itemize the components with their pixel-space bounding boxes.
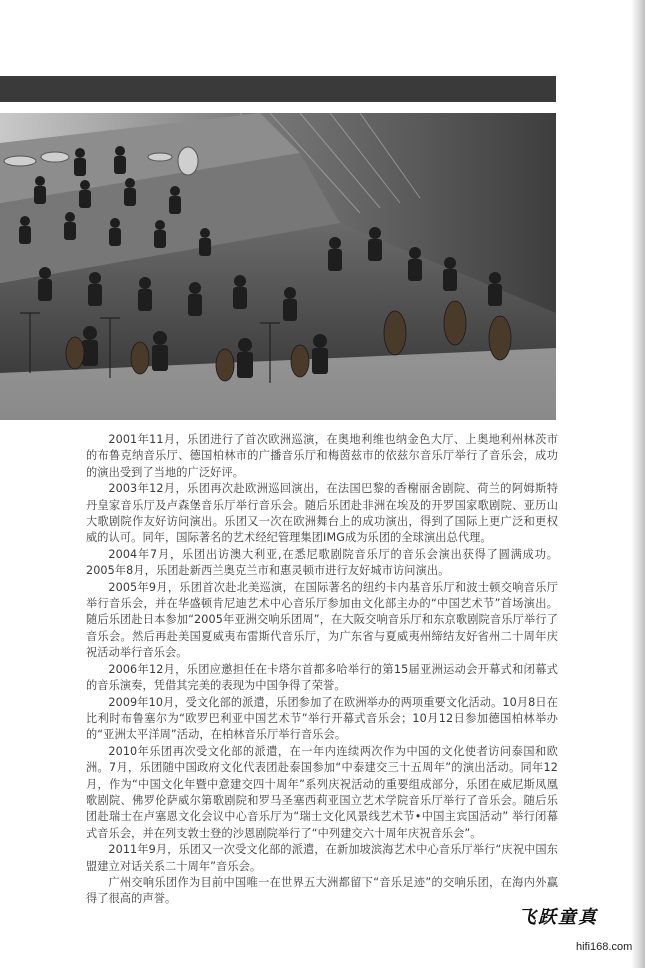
paragraph-2005: 2005年9月，乐团首次赴北美巡演，在国际著名的纽约卡内基音乐厅和波士顿交响音乐厅举行音乐会，并在华盛顿肯尼迪艺术中心音乐厅参加由文化部主办的“中国艺术节”首场演出。随后乐团赴日本参加“2005年亚洲交响乐团周”，在大阪交响音乐厅和东京歌剧院音乐厅举行了音乐会。然后再赴美国夏威夷布雷斯代音乐厅，为广东省与夏威夷州缔结友好省州二十周年庆祝活动举行音乐会。 <box>86 580 558 660</box>
paragraph-2009: 2009年10月，受文化部的派遣，乐团参加了在欧洲举办的两项重要文化活动。10月8日在比利时布鲁塞尔为“欧罗巴利亚中国艺术节”举行开幕式音乐会；10月12日参加德国柏林举办的“亚洲太平洋周”活动，在柏林音乐厅举行音乐会。 <box>86 695 558 742</box>
watermark-logo: 飞跃童真 <box>518 907 598 928</box>
paragraph-2001: 2001年11月，乐团进行了首次欧洲巡演，在奥地利维也纳金色大厅、上奥地利州林茨市的布鲁克纳音乐厅、德国柏林市的广播音乐厅和梅茵兹市的依兹尔音乐厅举行了音乐会，成功的演出受到了当地的广泛好评。 <box>86 433 558 479</box>
paragraph-2004: 2004年7月，乐团出访澳大利亚,在悉尼歌剧院音乐厅的音乐会演出获得了圆满成功。2005年8月，乐团赴新西兰奥克兰市和惠灵顿市进行友好城市访问演出。 <box>86 547 558 578</box>
paragraph-2003: 2003年12月，乐团再次赴欧洲巡回演出，在法国巴黎的香榭丽舍剧院、荷兰的阿姆斯特丹皇家音乐厅及卢森堡音乐厅举行音乐会。随后乐团赴非洲在埃及的开罗国家歌剧院、亚历山大歌剧院作友好访问演出。乐团又一次在欧洲舞台上的成功演出，得到了国际上更广泛和更权威的认可。同年，国际著名的艺术经纪管理集团IMG成为乐团的全球演出总代理。 <box>86 482 558 545</box>
page-edge-shadow <box>631 0 645 968</box>
paragraph-2010: 2010年乐团再次受文化部的派遣，在一年内连续两次作为中国的文化使者访问泰国和欧洲。7月，乐团随中国政府文化代表团赴泰国参加“中泰建交三十五周年”的演出活动。同年12月，作为“中国文化年暨中意建交四十周年”系列庆祝活动的重要组成部分，乐团在威尼斯凤凰歌剧院、佛罗伦萨威尔第歌剧院和罗马圣塞西莉亚国立艺术学院音乐厅举行了音乐会。随后乐团赴瑞士在卢塞恩文化会议中心音乐厅为“瑞士文化风景线艺术节•中国主宾国活动” 举行闭幕式音乐会，并在列支敦士登的沙恩剧院举行了“中列建交六十周年庆祝音乐会”。 <box>86 744 558 840</box>
paragraph-2006: 2006年12月，乐团应邀担任在卡塔尔首都多哈举行的第15届亚洲运动会开幕式和闭幕式的音乐演奏，凭借其完美的表现为中国争得了荣誉。 <box>86 662 558 693</box>
history-text <box>86 432 558 908</box>
paragraph-summary: 广州交响乐团作为目前中国唯一在世界五大洲都留下“音乐足迹”的交响乐团，在海内外赢得了很高的声誉。 <box>86 875 558 906</box>
header-bar <box>0 76 556 102</box>
orchestra-photo <box>0 113 556 420</box>
watermark-url: hifi168.com <box>576 941 633 953</box>
paragraph-2011: 2011年9月，乐团又一次受文化部的派遣，在新加坡滨海艺术中心音乐厅举行“庆祝中国东盟建立对话关系二十周年”音乐会。 <box>86 843 558 873</box>
